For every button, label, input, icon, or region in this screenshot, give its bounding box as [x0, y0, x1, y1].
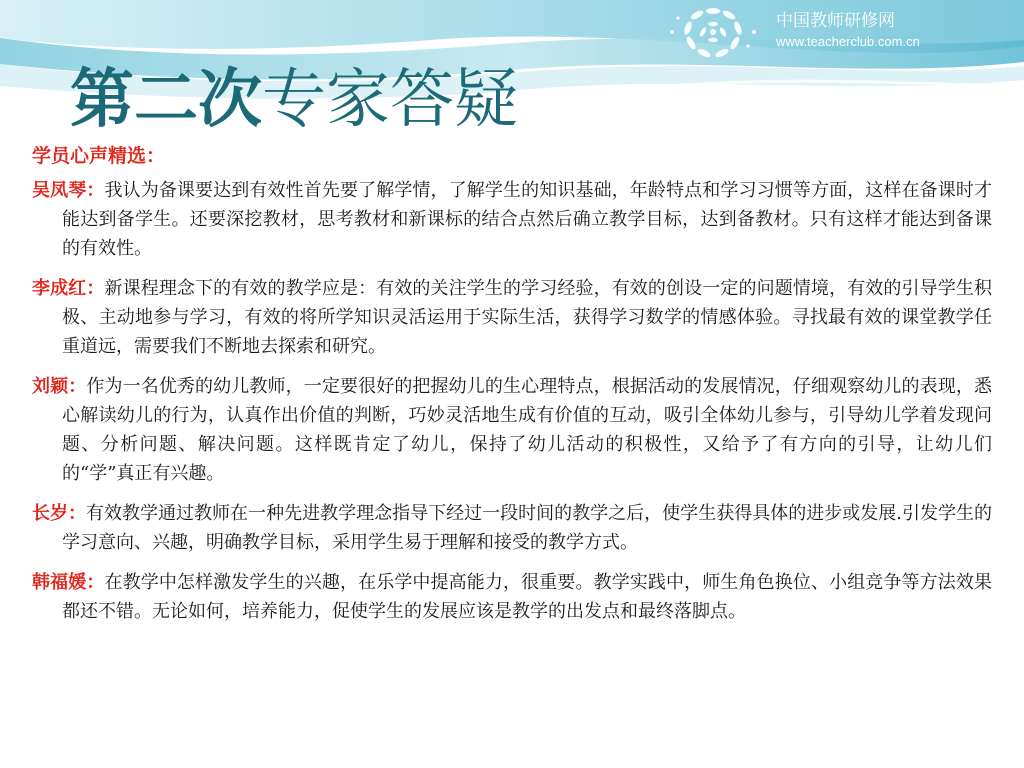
entry-5 [32, 568, 992, 626]
entry-5-name: 韩福媛： [32, 572, 105, 593]
entry-2-text: 新课程理念下的有效的教学应是：有效的关注学生的学习经验，有效的创设一定的问题情境，有效的引导学生积极、主动地参与学习，有效的将所学知识灵活运用于实际生活，获得学习数学的情感体验。寻找最有效的课堂教学任重道远，需要我们不断地去探索和研究。 [62, 278, 993, 357]
entry-2-name: 李成红： [32, 278, 105, 299]
entry-4 [32, 499, 992, 557]
entry-2 [32, 274, 992, 361]
entry-1-text: 我认为备课要达到有效性首先要了解学情，了解学生的知识基础，年龄特点和学习习惯等方面，这样在备课时才能达到备学生。还要深挖教材，思考教材和新课标的结合点然后确立教学目标，达到备教材。只有这样才能达到备课的有效性。 [62, 180, 993, 259]
site-logo [658, 2, 958, 62]
main-content [32, 140, 992, 637]
entry-1-name: 吴凤琴： [32, 180, 105, 201]
section-heading: 学员心声精选： [32, 145, 166, 167]
entry-4-text: 有效教学通过教师在一种先进教学理念指导下经过一段时间的教学之后，使学生获得具体的进步或发展.引发学生的学习意向、兴趣，明确教学目标，采用学生易于理解和接受的教学方式。 [62, 503, 992, 553]
entry-3 [32, 372, 992, 488]
entry-3-text: 作为一名优秀的幼儿教师，一定要很好的把握幼儿的生心理特点，根据活动的发展情况，仔细观察幼儿的表现，悉心解读幼儿的行为，认真作出价值的判断，巧妙灵活地生成有价值的互动，吸引全体幼儿参与，引导幼儿学着发现问题、分析问题、解决问题。这样既肯定了幼儿，保持了幼儿活动的积极性，又给予了有方向的引导，让幼儿们的“学”真正有兴趣。 [62, 376, 993, 484]
page-title-rest: 专家答疑 [262, 63, 518, 137]
page-title-bold: 第二次 [70, 63, 262, 137]
entry-3-name: 刘颖： [32, 376, 87, 397]
page-title [70, 60, 518, 140]
flower-logo-icon [658, 2, 768, 62]
logo-site-name: 中国教师研修网 [776, 11, 895, 31]
entry-5-text: 在教学中怎样激发学生的兴趣，在乐学中提高能力，很重要。教学实践中，师生角色换位、小组竞争等方法效果都还不错。无论如何，培养能力，促使学生的发展应该是教学的出发点和最终落脚点。 [62, 572, 993, 622]
logo-site-url: www.teacherclub.com.cn [776, 34, 920, 49]
entry-1 [32, 176, 992, 263]
entry-4-name: 长岁： [32, 503, 87, 524]
